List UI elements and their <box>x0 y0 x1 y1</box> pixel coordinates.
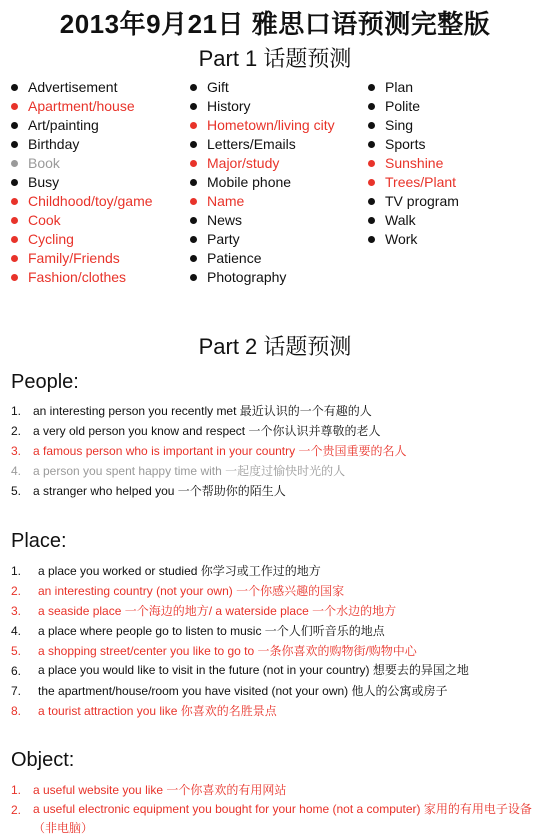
topic-label: Party <box>207 231 240 247</box>
item-text: an interesting country (not your own) 一个你感兴趣的国家 <box>38 584 345 598</box>
bullet-icon <box>11 255 18 262</box>
topic-label: Advertisement <box>28 79 118 95</box>
topic-item <box>11 211 153 230</box>
item-text: a place you would like to visit in the future (not in your country) 想要去的异国之地 <box>38 663 469 677</box>
topic-item <box>11 268 153 287</box>
bullet-icon <box>368 236 375 243</box>
topic-label: Sunshine <box>385 155 444 171</box>
topic-label: Book <box>28 155 60 171</box>
topic-item <box>190 268 335 287</box>
topic-item <box>190 211 335 230</box>
list-item <box>11 621 541 641</box>
list-item <box>11 800 541 838</box>
topic-item <box>11 230 153 249</box>
people-list <box>11 401 541 501</box>
list-item <box>11 421 541 441</box>
topic-item <box>11 173 153 192</box>
bullet-icon <box>368 141 375 148</box>
item-text: a useful electronic equipment you bought for your home (not a computer) 家用的有用电子设备（非电脑） <box>33 802 532 835</box>
bullet-icon <box>11 179 18 186</box>
topic-item <box>190 78 335 97</box>
bullet-icon <box>11 217 18 224</box>
list-item <box>11 701 541 721</box>
topic-label: Photography <box>207 269 287 285</box>
topic-item <box>190 154 335 173</box>
topic-label: Busy <box>28 174 60 190</box>
object-list <box>11 780 541 838</box>
bullet-icon <box>368 103 375 110</box>
item-number: 5. <box>11 644 22 658</box>
bullet-icon <box>190 103 197 110</box>
topic-item <box>11 116 153 135</box>
bullet-icon <box>190 236 197 243</box>
list-item <box>11 601 541 621</box>
topic-item <box>11 78 153 97</box>
bullet-icon <box>190 141 197 148</box>
people-heading: People: <box>11 371 79 393</box>
topic-item <box>11 154 153 173</box>
item-number: 7. <box>11 684 22 698</box>
topic-label: Trees/Plant <box>385 174 457 190</box>
topic-item <box>368 116 459 135</box>
topic-item <box>11 249 153 268</box>
place-heading: Place: <box>11 530 67 552</box>
item-text: a tourist attraction you like 你喜欢的名胜景点 <box>38 704 277 718</box>
topic-item <box>368 78 459 97</box>
topic-item <box>190 192 335 211</box>
bullet-icon <box>11 160 18 167</box>
topic-label: TV program <box>385 193 459 209</box>
topic-label: Apartment/house <box>28 98 135 114</box>
topic-item <box>190 116 335 135</box>
item-text: a useful website you like 一个你喜欢的有用网站 <box>33 783 287 797</box>
topic-label: Name <box>207 193 245 209</box>
topic-label: Cook <box>28 212 61 228</box>
topic-label: Letters/Emails <box>207 136 296 152</box>
item-number: 6. <box>11 664 22 678</box>
topic-label: Childhood/toy/game <box>28 193 153 209</box>
topic-item <box>11 135 153 154</box>
topic-label: Sing <box>385 117 414 133</box>
topic-label: Major/study <box>207 155 280 171</box>
object-heading: Object: <box>11 749 75 771</box>
bullet-icon <box>11 122 18 129</box>
item-number: 1. <box>11 564 22 578</box>
item-number: 4. <box>11 624 22 638</box>
topic-item <box>368 97 459 116</box>
topic-label: Patience <box>207 250 262 266</box>
bullet-icon <box>190 198 197 205</box>
topic-item <box>11 97 153 116</box>
list-item <box>11 461 541 481</box>
bullet-icon <box>368 122 375 129</box>
part2-heading: Part 2 话题预测 <box>198 334 352 359</box>
topic-label: Family/Friends <box>28 250 120 266</box>
topic-label: Mobile phone <box>207 174 292 190</box>
bullet-icon <box>190 255 197 262</box>
topic-label: Polite <box>385 98 421 114</box>
bullet-icon <box>190 179 197 186</box>
topic-item <box>368 230 459 249</box>
part1-column-1 <box>11 78 153 287</box>
topic-label: Art/painting <box>28 117 99 133</box>
part1-heading: Part 1 话题预测 <box>198 46 352 71</box>
topic-label: Cycling <box>28 231 74 247</box>
topic-label: News <box>207 212 243 228</box>
bullet-icon <box>190 274 197 281</box>
part1-column-2 <box>190 78 335 287</box>
item-text: the apartment/house/room you have visited (not your own) 他人的公寓或房子 <box>38 684 448 698</box>
topic-item <box>11 192 153 211</box>
item-text: a person you spent happy time with 一起度过愉快时光的人 <box>33 464 346 478</box>
list-item <box>11 681 541 701</box>
document-title: 2013年9月21日 雅思口语预测完整版 <box>59 9 491 39</box>
list-item <box>11 780 541 800</box>
topic-item <box>190 97 335 116</box>
topic-label: Fashion/clothes <box>28 269 127 285</box>
item-text: a place where people go to listen to music 一个人们听音乐的地点 <box>38 624 385 638</box>
item-number: 1. <box>11 404 22 418</box>
bullet-icon <box>368 198 375 205</box>
bullet-icon <box>11 141 18 148</box>
bullet-icon <box>190 160 197 167</box>
topic-item <box>368 135 459 154</box>
list-item <box>11 661 541 681</box>
item-number: 3. <box>11 604 22 618</box>
item-text: a seaside place 一个海边的地方/ a waterside place 一个水边的地方 <box>38 604 397 618</box>
topic-item <box>368 173 459 192</box>
topic-label: Work <box>385 231 418 247</box>
topic-item <box>368 154 459 173</box>
item-text: an interesting person you recently met 最近认识的一个有趣的人 <box>33 404 372 418</box>
item-number: 3. <box>11 444 22 458</box>
item-number: 2. <box>11 584 22 598</box>
item-number: 2. <box>11 803 22 817</box>
topic-item <box>368 211 459 230</box>
bullet-icon <box>11 198 18 205</box>
item-number: 2. <box>11 424 22 438</box>
list-item <box>11 401 541 421</box>
bullet-icon <box>190 122 197 129</box>
topic-item <box>190 249 335 268</box>
topic-label: Gift <box>207 79 229 95</box>
bullet-icon <box>368 217 375 224</box>
topic-item <box>190 135 335 154</box>
list-item <box>11 481 541 501</box>
list-item <box>11 581 541 601</box>
topic-item <box>368 192 459 211</box>
topic-label: Hometown/living city <box>207 117 335 133</box>
topic-label: Plan <box>385 79 414 95</box>
part1-column-3 <box>368 78 459 249</box>
topic-label: Sports <box>385 136 426 152</box>
list-item <box>11 641 541 661</box>
bullet-icon <box>11 103 18 110</box>
bullet-icon <box>11 236 18 243</box>
item-text: a shopping street/center you like to go to 一条你喜欢的购物街/购物中心 <box>38 644 417 658</box>
item-number: 8. <box>11 704 22 718</box>
item-text: a stranger who helped you 一个帮助你的陌生人 <box>33 484 286 498</box>
bullet-icon <box>368 84 375 91</box>
bullet-icon <box>190 84 197 91</box>
topic-item <box>190 173 335 192</box>
item-number: 4. <box>11 464 22 478</box>
item-number: 1. <box>11 783 22 797</box>
item-text: a famous person who is important in your country 一个贵国重要的名人 <box>33 444 407 458</box>
bullet-icon <box>11 274 18 281</box>
topic-label: Walk <box>385 212 416 228</box>
topic-label: History <box>207 98 251 114</box>
bullet-icon <box>368 160 375 167</box>
item-text: a very old person you know and respect 一个你认识并尊敬的老人 <box>33 424 381 438</box>
list-item <box>11 561 541 581</box>
topic-item <box>190 230 335 249</box>
place-list <box>11 561 541 721</box>
item-text: a place you worked or studied 你学习或工作过的地方 <box>38 564 321 578</box>
list-item <box>11 441 541 461</box>
topic-label: Birthday <box>28 136 80 152</box>
bullet-icon <box>368 179 375 186</box>
bullet-icon <box>190 217 197 224</box>
bullet-icon <box>11 84 18 91</box>
item-number: 5. <box>11 484 22 498</box>
